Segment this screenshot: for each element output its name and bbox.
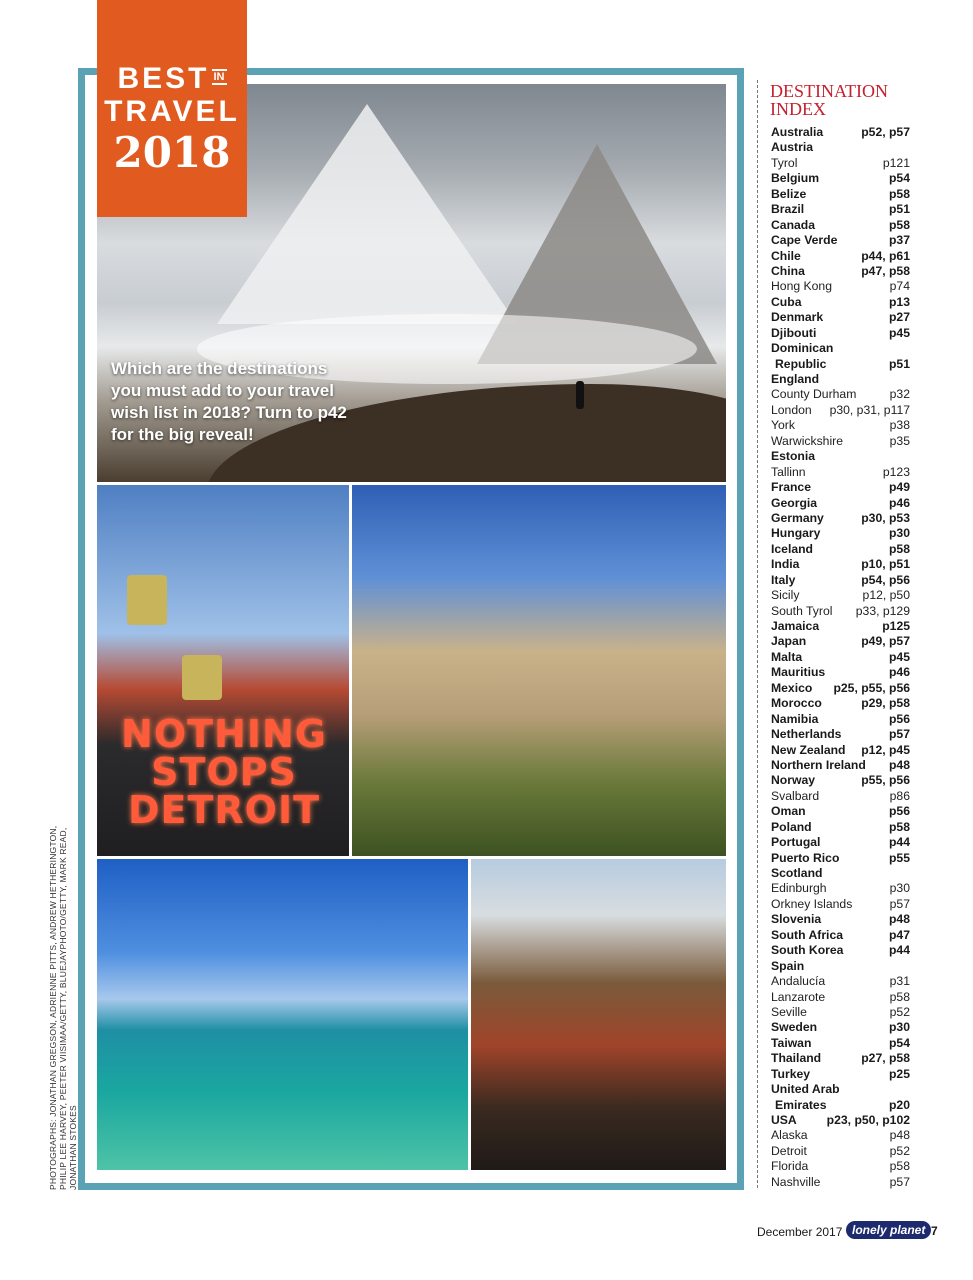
index-entry-name: Northern Ireland: [771, 757, 866, 772]
badge-in: IN: [213, 71, 225, 83]
index-entry: [771, 357, 910, 372]
index-entry-name: Chile: [771, 248, 801, 263]
index-entry: [771, 511, 910, 526]
index-entry: [771, 557, 910, 572]
index-entry: [771, 249, 910, 264]
index-entry-name: London: [771, 402, 812, 417]
index-entry: [771, 959, 910, 974]
index-entry-pages: p30, p53: [861, 510, 910, 525]
index-entry-pages: p31: [889, 974, 910, 989]
index-entry-pages: p37: [888, 233, 910, 248]
index-entry-name: Scotland: [771, 866, 823, 880]
index-entry-pages: p123: [882, 464, 910, 479]
index-entry-pages: p54: [888, 171, 910, 186]
index-entry-pages: p27, p58: [861, 1051, 910, 1066]
index-entry-pages: p49: [888, 480, 910, 495]
index-entry-pages: p49, p57: [861, 634, 910, 649]
index-entry: [771, 696, 910, 711]
best-in-travel-badge: [97, 0, 247, 217]
index-entry-pages: p38: [889, 418, 910, 433]
index-entry: [771, 835, 910, 850]
caption-page: p42: [317, 403, 347, 422]
index-entry-pages: p58: [889, 989, 910, 1004]
index-entry-name: Norway: [771, 773, 816, 788]
index-entry-pages: p12, p45: [861, 742, 910, 757]
index-entry: [771, 496, 910, 511]
index-entry-pages: p46: [888, 495, 910, 510]
index-entry: [771, 665, 910, 680]
index-entry-pages: p12, p50: [862, 588, 910, 603]
index-entry-name: Jamaica: [771, 619, 820, 633]
index-entry: [771, 1067, 910, 1082]
index-entry-name: India: [771, 557, 800, 572]
neon-line: NOTHING: [121, 712, 327, 756]
index-entry-pages: p25: [888, 1066, 910, 1081]
index-entry-name: Puerto Rico: [771, 850, 840, 865]
index-entry-name: Mexico: [771, 680, 813, 695]
index-entry-pages: p30, p31, p117: [829, 402, 910, 417]
index-entry-pages: p121: [882, 155, 910, 170]
index-entry: [771, 743, 910, 758]
index-entry: [771, 634, 910, 649]
index-entry-name: Italy: [771, 572, 796, 587]
index-entry-pages: p74: [889, 279, 910, 294]
index-entry-name: Brazil: [771, 202, 805, 217]
index-entry: [771, 310, 910, 325]
index-entry: [771, 1051, 910, 1066]
index-entry: [771, 990, 910, 1005]
index-entry-name: Cuba: [771, 294, 802, 309]
index-entry-name: Germany: [771, 510, 824, 525]
index-entry-name: Belgium: [771, 171, 820, 186]
index-entry-name: Hong Kong: [771, 279, 832, 294]
index-entry: [771, 465, 910, 480]
index-entry: [771, 712, 910, 727]
index-entry: [771, 542, 910, 557]
hiker-silhouette: [576, 381, 584, 409]
index-entry: [771, 403, 910, 418]
index-entry: [771, 1113, 910, 1128]
index-entry: [771, 526, 910, 541]
badge-year: 2018: [113, 128, 231, 177]
index-entry-pages: p47: [888, 927, 910, 942]
index-entry-name: Alaska: [771, 1128, 808, 1143]
index-entry: [771, 1005, 910, 1020]
index-entry-pages: p52: [889, 1004, 910, 1019]
index-entry-pages: p52, p57: [861, 125, 910, 139]
index-entry-pages: p44: [888, 835, 910, 850]
index-entry-pages: p32: [889, 387, 910, 402]
index-entry: [771, 1159, 910, 1174]
index-entry-name: South Africa: [771, 927, 843, 942]
index-entry: [771, 881, 910, 896]
index-entry-name: Iceland: [771, 541, 813, 556]
index-entry: [771, 943, 910, 958]
index-entry-name: Seville: [771, 1004, 807, 1019]
index-entry-name: Dominican: [771, 341, 834, 356]
index-entry-name: Australia: [771, 125, 824, 139]
index-entry-name: Canada: [771, 217, 816, 232]
index-entry-pages: p56: [888, 711, 910, 726]
index-entry-name: Turkey: [771, 1066, 811, 1081]
photo-caption: [111, 358, 361, 446]
index-entry: [771, 387, 910, 402]
index-entry-name: Morocco: [771, 696, 822, 711]
index-entry-name: Thailand: [771, 1051, 822, 1066]
index-entry-name: County Durham: [771, 387, 857, 402]
index-entry-pages: p57: [889, 1174, 910, 1189]
index-entry: [771, 727, 910, 742]
index-entry-name: Tallinn: [771, 464, 806, 479]
index-entry: [771, 264, 910, 279]
index-entry: [771, 820, 910, 835]
badge-line-2: TRAVEL: [104, 95, 240, 128]
index-entry-name: Andalucía: [771, 974, 826, 989]
neon-sign: [109, 712, 339, 832]
index-entry-name: Austria: [771, 140, 813, 155]
index-entry-pages: p13: [888, 294, 910, 309]
index-entry-name: Estonia: [771, 449, 816, 464]
index-entry-pages: p47, p58: [861, 263, 910, 278]
index-entry-pages: p48: [888, 757, 910, 772]
index-entry-name: Japan: [771, 634, 807, 649]
index-entry-name: York: [771, 418, 795, 433]
index-entry-pages: p30: [888, 526, 910, 541]
footer-date: December 2017: [757, 1225, 843, 1239]
index-entry-name: Detroit: [771, 1143, 807, 1158]
index-entry: [771, 1175, 910, 1190]
index-entry-name: China: [771, 263, 805, 278]
index-entry-pages: p52: [889, 1143, 910, 1158]
index-entry: [771, 789, 910, 804]
index-entry-name: Republic: [775, 356, 827, 371]
index-entry: [771, 187, 910, 202]
index-entry-pages: p54, p56: [861, 572, 910, 587]
index-entry: [771, 140, 910, 155]
index-entry: [771, 449, 910, 464]
photo-mauritius-sea: [97, 859, 468, 1170]
index-entry-pages: p30: [889, 881, 910, 896]
index-entry: [771, 573, 910, 588]
index-entry-name: Edinburgh: [771, 881, 827, 896]
water-tower: [182, 655, 222, 700]
index-entry-pages: p45: [888, 325, 910, 340]
index-title: DESTINATION INDEX: [770, 81, 888, 119]
index-entry-pages: p51: [888, 356, 910, 371]
index-entry-name: Lanzarote: [771, 989, 826, 1004]
index-entry-pages: p58: [888, 186, 910, 201]
index-entry-pages: p51: [888, 202, 910, 217]
index-entry: [771, 681, 910, 696]
caption-tail: for the big reveal!: [111, 425, 254, 444]
index-entry: [771, 1082, 910, 1097]
index-entry-name: Sweden: [771, 1020, 818, 1035]
index-entry: [771, 341, 910, 356]
index-entry: [771, 604, 910, 619]
index-entry: [771, 650, 910, 665]
index-entry-name: Hungary: [771, 526, 821, 541]
index-entry-pages: p57: [888, 727, 910, 742]
index-entry-name: Namibia: [771, 711, 819, 726]
index-entry-name: United Arab: [771, 1082, 840, 1097]
index-entry-pages: p44, p61: [861, 248, 910, 263]
destination-index-list: [771, 125, 910, 1190]
index-entry: [771, 773, 910, 788]
index-entry-name: Orkney Islands: [771, 896, 853, 911]
index-entry: [771, 866, 910, 881]
index-entry: [771, 418, 910, 433]
index-entry-pages: p57: [889, 896, 910, 911]
index-entry-name: Belize: [771, 186, 807, 201]
photo-detroit-neon: [97, 485, 349, 856]
index-entry: [771, 480, 910, 495]
index-entry-pages: p46: [888, 665, 910, 680]
index-entry-pages: p48: [889, 1128, 910, 1143]
index-entry-name: USA: [771, 1113, 797, 1127]
index-entry: [771, 804, 910, 819]
index-entry-name: South Korea: [771, 943, 844, 958]
index-entry: [771, 171, 910, 186]
index-entry-pages: p55, p56: [861, 773, 910, 788]
index-divider: [757, 80, 758, 1188]
index-entry: [771, 1144, 910, 1159]
index-entry: [771, 279, 910, 294]
index-entry: [771, 619, 910, 634]
photo-credit: PHOTOGRAPHS: JONATHAN GREGSON, ADRIENNE PITTS, ANDREW HETHERINGTON, PHILIP LEE HARVEY, PEETER VIISIMAA/GETTY, BLUEJAYPHOTO/GETTY, MARK READ, JONATHAN STOKES: [48, 825, 78, 1190]
index-entry-name: Tyrol: [771, 155, 798, 170]
badge-line-1: [97, 62, 247, 96]
index-entry: [771, 1020, 910, 1035]
index-entry-pages: p58: [888, 541, 910, 556]
index-entry: [771, 897, 910, 912]
index-entry-name: England: [771, 372, 820, 386]
index-entry-name: Nashville: [771, 1174, 821, 1189]
index-entry-name: Malta: [771, 649, 803, 664]
index-entry-pages: p23, p50, p102: [826, 1113, 910, 1127]
index-entry-pages: p86: [889, 788, 910, 803]
index-entry-pages: p56: [888, 804, 910, 819]
index-entry: [771, 295, 910, 310]
index-entry: [771, 912, 910, 927]
index-entry-pages: p55: [888, 850, 910, 865]
index-entry-name: Denmark: [771, 310, 824, 325]
index-entry-pages: p45: [888, 649, 910, 664]
index-entry: [771, 1036, 910, 1051]
index-entry-name: Warwickshire: [771, 433, 843, 448]
index-entry-pages: p44: [888, 943, 910, 958]
index-entry: [771, 233, 910, 248]
index-entry-pages: p48: [888, 912, 910, 927]
index-entry: [771, 156, 910, 171]
index-entry: [771, 372, 910, 387]
page-number: 7: [931, 1224, 938, 1238]
index-entry: [771, 125, 910, 140]
index-entry-pages: p25, p55, p56: [833, 680, 910, 695]
index-entry: [771, 1098, 910, 1113]
index-entry-pages: p35: [889, 433, 910, 448]
index-entry: [771, 218, 910, 233]
index-entry: [771, 434, 910, 449]
index-entry-name: Netherlands: [771, 727, 842, 742]
index-entry-pages: p33, p129: [855, 603, 910, 618]
badge-best: BEST: [117, 62, 210, 95]
lonely-planet-logo: lonely planet: [846, 1221, 931, 1239]
index-entry: [771, 974, 910, 989]
index-entry-name: France: [771, 480, 811, 495]
index-entry-pages: p10, p51: [861, 557, 910, 572]
index-entry: [771, 1128, 910, 1143]
index-entry-name: Portugal: [771, 835, 821, 850]
neon-line: DETROIT: [127, 788, 321, 832]
index-entry-name: Djibouti: [771, 325, 817, 340]
caption-text: Which are the destinations you must add to your travel wish list in 2018? Turn to: [111, 359, 334, 422]
photo-matera-town: [352, 485, 726, 856]
index-entry-pages: p125: [882, 619, 910, 633]
index-entry-pages: p58: [888, 217, 910, 232]
index-entry-pages: p58: [889, 1159, 910, 1174]
index-entry-name: Georgia: [771, 495, 818, 510]
index-entry-name: Slovenia: [771, 912, 822, 927]
index-entry-pages: p29, p58: [861, 696, 910, 711]
index-entry: [771, 851, 910, 866]
index-entry-name: Mauritius: [771, 665, 826, 680]
index-entry-pages: p27: [888, 310, 910, 325]
index-entry: [771, 758, 910, 773]
index-entry-pages: p54: [888, 1035, 910, 1050]
index-entry-name: Spain: [771, 958, 805, 973]
index-entry-pages: p30: [888, 1020, 910, 1035]
index-entry-pages: p58: [888, 819, 910, 834]
mountain-peak-shape: [217, 104, 517, 324]
index-entry: [771, 326, 910, 341]
water-tower: [127, 575, 167, 625]
index-entry-name: Florida: [771, 1159, 809, 1174]
index-entry-name: New Zealand: [771, 742, 846, 757]
index-entry-name: Cape Verde: [771, 233, 838, 248]
index-entry: [771, 928, 910, 943]
neon-line: STOPS: [151, 750, 297, 794]
index-entry: [771, 588, 910, 603]
index-entry-name: South Tyrol: [771, 603, 833, 618]
index-entry-pages: p20: [888, 1097, 910, 1112]
index-entry-name: Sicily: [771, 588, 800, 603]
index-entry: [771, 202, 910, 217]
index-entry-name: Taiwan: [771, 1035, 812, 1050]
photo-harbour-bar: [471, 859, 726, 1170]
index-entry-name: Oman: [771, 804, 806, 819]
index-entry-name: Svalbard: [771, 788, 820, 803]
index-entry-name: Emirates: [775, 1097, 827, 1112]
index-entry-name: Poland: [771, 819, 812, 834]
